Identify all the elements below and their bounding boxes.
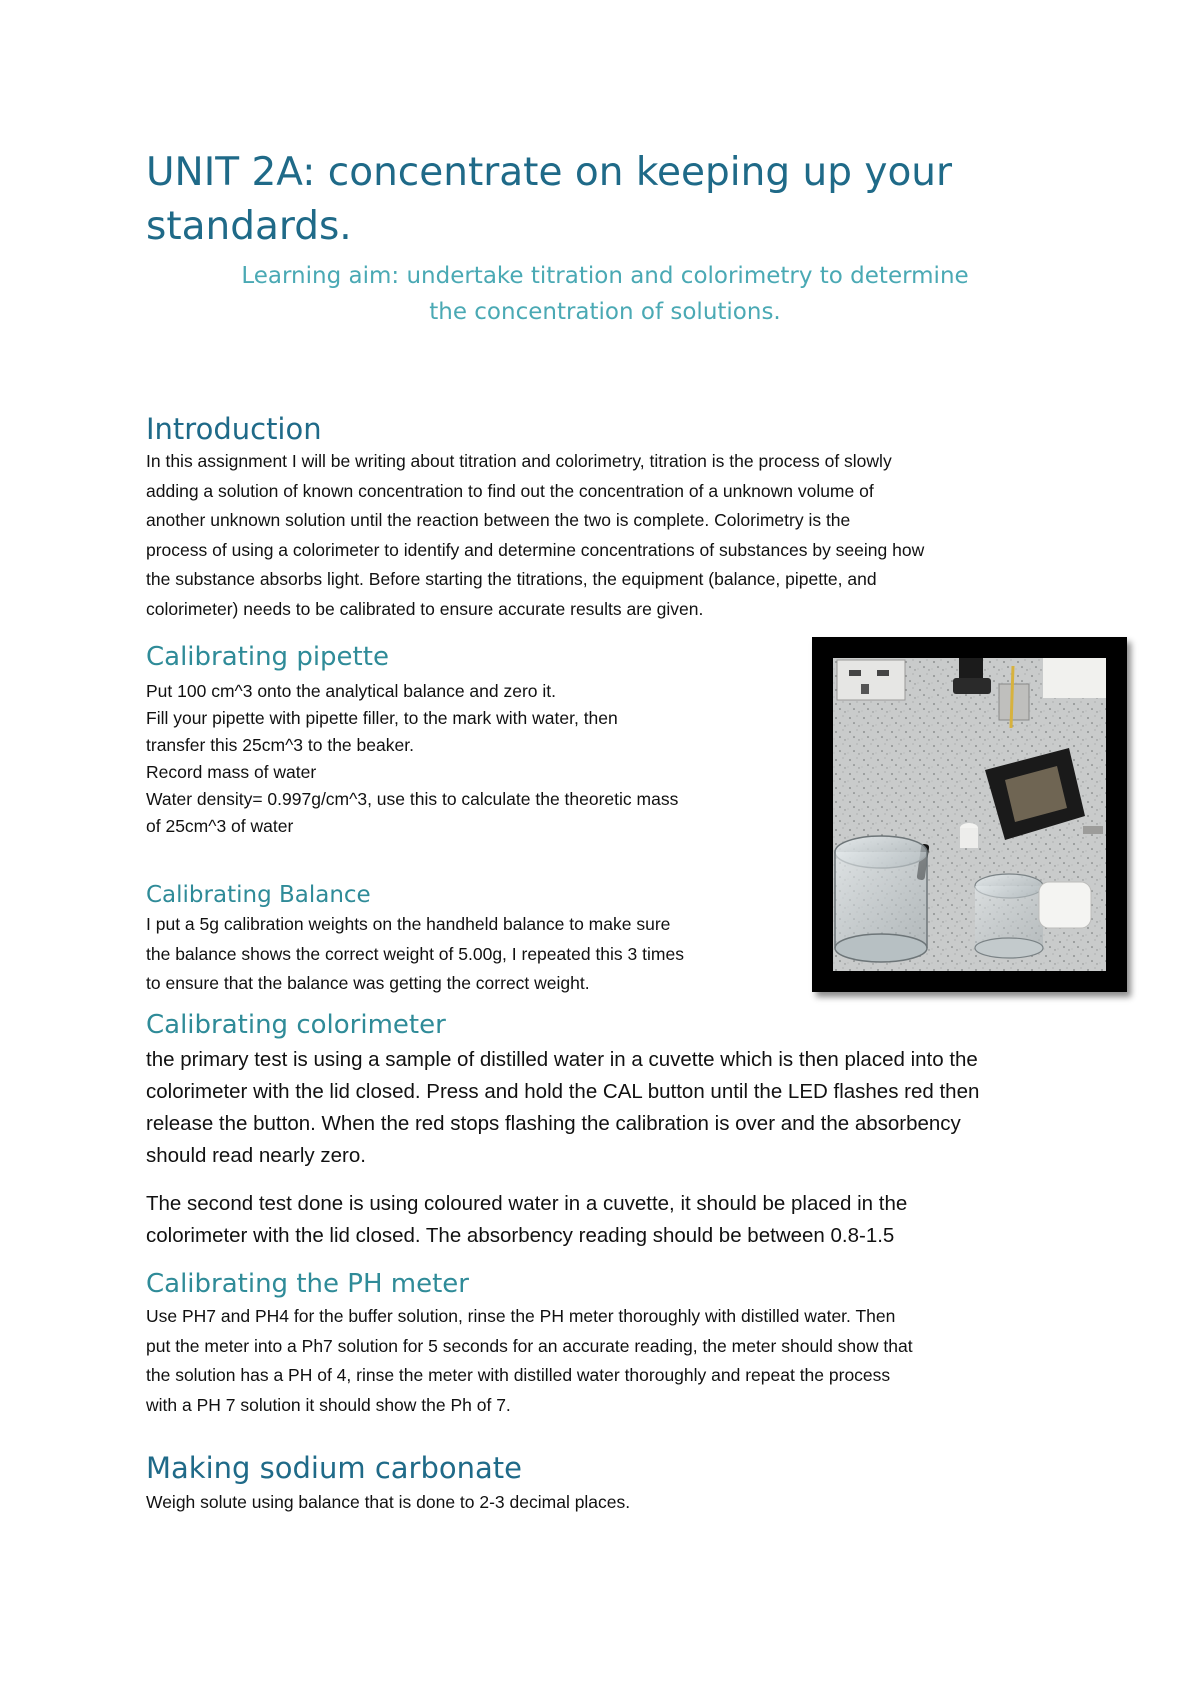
- introduction-paragraph: [146, 447, 1106, 624]
- subtitle-line-2: the concentration of solutions.: [429, 299, 781, 325]
- ph-line: the solution has a PH of 4, rinse the meter with distilled water thoroughly and repeat the process: [146, 1365, 891, 1385]
- introduction-heading: Introduction: [146, 412, 322, 446]
- making-sodium-carbonate-heading: Making sodium carbonate: [146, 1451, 522, 1485]
- ph-line: with a PH 7 solution it should show the Ph of 7.: [146, 1394, 511, 1415]
- intro-line: adding a solution of known concentration to find out the concentration of a unknown volume of: [146, 480, 874, 501]
- intro-line: In this assignment I will be writing about titration and colorimetry, titration is the process of slowly: [146, 451, 892, 471]
- calibrating-balance-text: [146, 910, 786, 999]
- pipette-line: of 25cm^3 of water: [146, 816, 294, 836]
- calibrating-ph-heading: Calibrating the PH meter: [146, 1269, 469, 1299]
- calibrating-colorimeter-paragraph-2: [146, 1188, 1106, 1252]
- lab-equipment-photo: [812, 637, 1127, 992]
- pipette-line: Fill your pipette with pipette filler, to the mark with water, then: [146, 708, 618, 728]
- intro-line: another unknown solution until the reaction between the two is complete. Colorimetry is the: [146, 510, 851, 530]
- colorimeter-line: should read nearly zero.: [146, 1144, 366, 1167]
- balance-line: I put a 5g calibration weights on the handheld balance to make sure: [146, 914, 671, 934]
- making-sodium-carbonate-text: [146, 1488, 1106, 1518]
- lab-bench-image: [833, 658, 1106, 971]
- pipette-line: Record mass of water: [146, 762, 317, 782]
- intro-line: process of using a colorimeter to identify and determine concentrations of substances by seeing how: [146, 539, 925, 560]
- calibrating-pipette-heading: Calibrating pipette: [146, 642, 389, 672]
- calibrating-colorimeter-heading: Calibrating colorimeter: [146, 1010, 446, 1040]
- balance-line: to ensure that the balance was getting the correct weight.: [146, 973, 590, 993]
- document-title: [146, 146, 1096, 254]
- sodium-carbonate-line: Weigh solute using balance that is done to 2-3 decimal places.: [146, 1492, 631, 1512]
- calibrating-balance-heading: Calibrating Balance: [146, 882, 371, 908]
- colorimeter-line: colorimeter with the lid closed. The absorbency reading should be between 0.8-1.5: [146, 1224, 895, 1247]
- calibrating-colorimeter-paragraph-1: [146, 1044, 1106, 1172]
- ph-line: Use PH7 and PH4 for the buffer solution, rinse the PH meter thoroughly with distilled water. Then: [146, 1306, 896, 1326]
- pipette-line: Put 100 cm^3 onto the analytical balance and zero it.: [146, 681, 556, 701]
- balance-line: the balance shows the correct weight of 5.00g, I repeated this 3 times: [146, 943, 684, 964]
- colorimeter-line: The second test done is using coloured water in a cuvette, it should be placed in the: [146, 1192, 908, 1215]
- pipette-line: transfer this 25cm^3 to the beaker.: [146, 735, 414, 755]
- title-line-2: standards.: [146, 204, 352, 249]
- calibrating-pipette-text: [146, 678, 786, 840]
- ph-line: put the meter into a Ph7 solution for 5 seconds for an accurate reading, the meter should show that: [146, 1335, 913, 1356]
- colorimeter-line: colorimeter with the lid closed. Press and hold the CAL button until the LED flashes red then: [146, 1080, 980, 1103]
- subtitle-line-1: Learning aim: undertake titration and colorimetry to determine: [241, 263, 969, 289]
- colorimeter-line: the primary test is using a sample of distilled water in a cuvette which is then placed into the: [146, 1048, 978, 1071]
- pipette-line: Water density= 0.997g/cm^3, use this to calculate the theoretic mass: [146, 789, 679, 809]
- title-line-1: UNIT 2A: concentrate on keeping up your: [146, 150, 953, 195]
- colorimeter-line: release the button. When the red stops flashing the calibration is over and the absorbency: [146, 1112, 961, 1135]
- intro-line: colorimeter) needs to be calibrated to ensure accurate results are given.: [146, 598, 704, 619]
- intro-line: the substance absorbs light. Before starting the titrations, the equipment (balance, pipette, and: [146, 569, 877, 589]
- calibrating-ph-paragraph: [146, 1302, 1106, 1420]
- learning-aim-subtitle: [170, 258, 1040, 330]
